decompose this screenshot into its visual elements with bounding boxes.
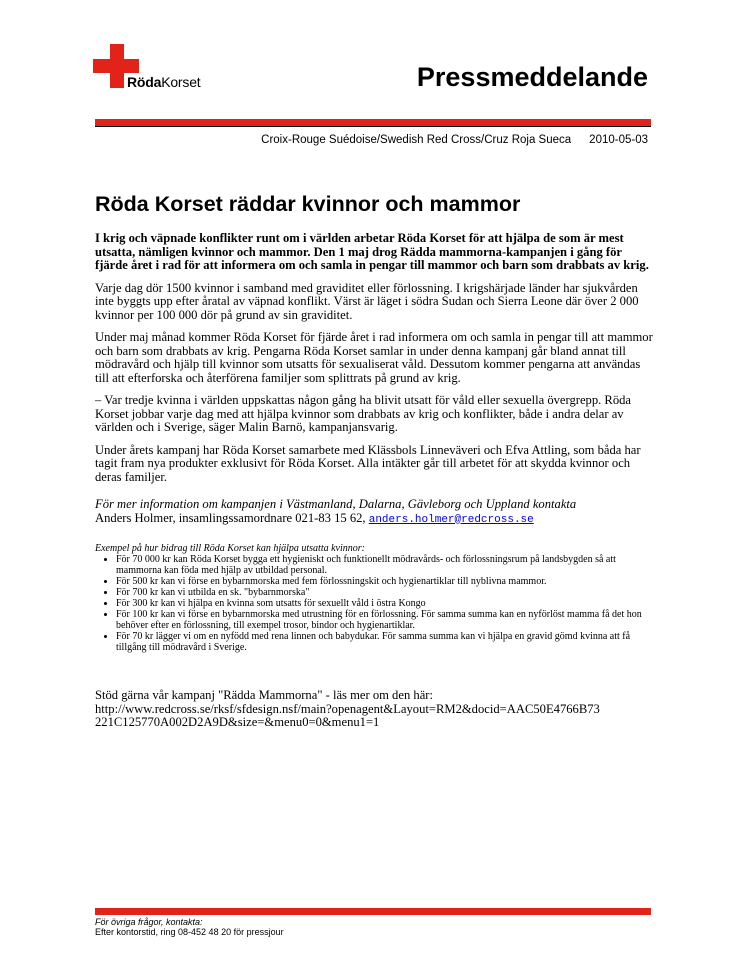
footer-contact: Efter kontorstid, ring 08-452 48 20 för pressjour	[95, 927, 284, 937]
article-title: Röda Korset räddar kvinnor och mammor	[95, 192, 521, 216]
list-item: • För 70 kr lägger vi om en nyfödd med rena linnen och babydukar. För samma summa kan vi hjälpa en gravid gömd kvinna att få tillgång till mödravård i Sverige.	[116, 631, 655, 653]
red-cross-logo	[93, 44, 233, 94]
examples-list	[95, 554, 655, 653]
article-body	[95, 232, 655, 739]
logo-wordmark: RödaKorset	[127, 74, 201, 90]
article-paragraph: Varje dag dör 1500 kvinnor i samband med graviditet eller förlossning. I krigshärjade länder har sjukvården inte byggts upp efter åratal av väpnad konflikt. Värst är läget i södra Sudan och Sierra Leone där över 2 000 kvinnor per 100 000 dör på grund av sin graviditet.	[95, 280, 639, 322]
article-paragraph: Under årets kampanj har Röda Korset samarbete med Klässbols Linneväveri och Efva Attling, som båda har tagit fram nya produkter exklusivt för Röda Korset. Alla intäkter går till arbetet för att skydda kvinnor och deras familjer.	[95, 442, 641, 484]
list-item: • För 100 kr kan vi förse en bybarnmorska med utrustning för en förlossning. För samma summa kan en nyförlöst mamma få det hon behöver efter en förlossning, till exempel trosor, bindor och hygienartiklar.	[116, 609, 655, 631]
examples-title: Exempel på hur bidrag till Röda Korset kan hjälpa utsatta kvinnor:	[95, 543, 365, 554]
contact-email-link[interactable]: anders.holmer@redcross.se	[368, 513, 534, 526]
document-type-heading: Pressmeddelande	[416, 62, 648, 92]
support-block	[95, 689, 655, 730]
footer	[95, 917, 284, 937]
campaign-url-line-2: 221C125770A002D2A9D&size=&menu0=0&menu1=1	[95, 715, 380, 729]
list-item: • För 300 kr kan vi hjälpa en kvinna som utsatts för sexuellt våld i östra Kongo	[116, 598, 655, 609]
contact-block	[95, 498, 655, 527]
article-paragraph: Under maj månad kommer Röda Korset för fjärde året i rad informera om och samla in pengar till att mammor och barn som drabbats av krig. Pengarna Röda Korset samlar in under denna kampanj går bland annat till mödravård och hjälp till kvinnor som utsatts för sexualiserat våld. Dessutom kommer pengarna att användas till att efterforska och återförena familjer som splittrats på grund av krig.	[95, 330, 653, 385]
header-meta	[95, 134, 648, 146]
header-thin-divider	[95, 126, 651, 127]
release-date: 2010-05-03	[589, 134, 648, 146]
organizations-line: Croix-Rouge Suédoise/Swedish Red Cross/Cruz Roja Sueca	[261, 134, 572, 146]
header-red-divider	[95, 119, 651, 126]
footer-red-divider	[95, 908, 651, 915]
list-item: • För 700 kr kan vi utbilda en sk. "bybarnmorska"	[116, 587, 655, 598]
support-text: Stöd gärna vår kampanj "Rädda Mammorna" - läs mer om den här:	[95, 688, 433, 702]
footer-label: För övriga frågor, kontakta:	[95, 917, 203, 927]
examples-section	[95, 543, 655, 653]
contact-intro: För mer information om kampanjen i Västmanland, Dalarna, Gävleborg och Uppland kontakta	[95, 497, 577, 511]
article-lead: I krig och väpnade konflikter runt om i världen arbetar Röda Korset för att hjälpa de som är mest utsatta, nämligen kvinnor och mammor. Den 1 maj drog Rädda mammorna-kampanjen i gång för fjärde året i rad för att informera om och samla in pengar till mammor och barn som drabbats av krig.	[95, 231, 649, 272]
list-item: • För 500 kr kan vi förse en bybarnmorska med fem förlossningskit och hygienartiklar till nyblivna mammor.	[116, 576, 655, 587]
campaign-url-line-1: http://www.redcross.se/rksf/sfdesign.nsf/main?openagent&Layout=RM2&docid=AAC50E4766B73	[95, 701, 600, 716]
contact-person: Anders Holmer, insamlingssamordnare 021-83 15 62,	[95, 510, 366, 525]
list-item: • För 70 000 kr kan Röda Korset bygga ett hygieniskt och funktionellt mödravårds- och förlossningsrum på landsbygden så att mammorna kan föda med hjälp av utbildad personal.	[116, 554, 655, 576]
article-paragraph: – Var tredje kvinna i världen uppskattas någon gång ha blivit utsatt för våld eller sexuella övergrepp. Röda Korset jobbar varje dag med att hjälpa kvinnor som drabbats av krig och konflikter, både i andra delar av världen och i Sverige, säger Malin Barnö, kampanjansvarig.	[95, 393, 632, 434]
